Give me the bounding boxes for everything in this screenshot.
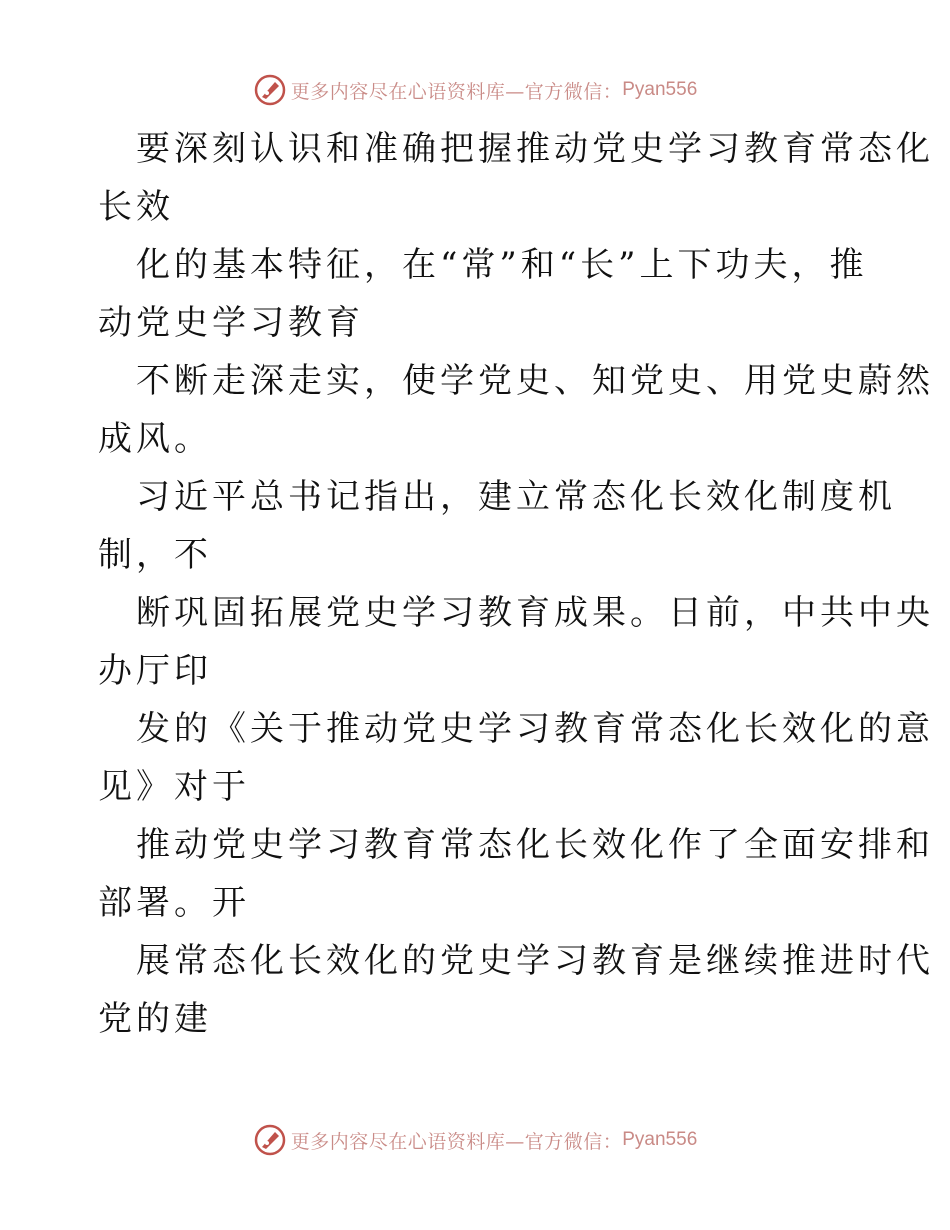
paragraph-line: 发的《关于推动党史学习教育常态化长效化的意 <box>136 709 934 749</box>
paragraph-line: 制，不 <box>98 535 212 575</box>
paragraph-line: 化的基本特征，在“常”和“长”上下功夫，推 <box>136 245 868 285</box>
paragraph-line: 不断走深走实，使学党史、知党史、用党史蔚然 <box>136 361 934 401</box>
paragraph-line: 断巩固拓展党史学习教育成果。日前，中共中央 <box>136 593 934 633</box>
header-banner <box>0 70 950 110</box>
paragraph-line: 要深刻认识和准确把握推动党史学习教育常态化 <box>136 129 934 169</box>
document-body <box>98 120 934 1048</box>
paragraph-line: 动党史学习教育 <box>98 303 364 343</box>
paragraph-line: 推动党史学习教育常态化长效化作了全面安排和 <box>136 825 934 865</box>
paragraph-line: 展常态化长效化的党史学习教育是继续推进时代 <box>136 941 934 981</box>
paragraph-line: 党的建 <box>98 999 212 1039</box>
paragraph-line: 办厅印 <box>98 651 212 691</box>
paragraph-line: 部署。开 <box>98 883 250 923</box>
paragraph-line: 习近平总书记指出，建立常态化长效化制度机 <box>136 477 896 517</box>
paragraph-line: 长效 <box>98 187 174 227</box>
pen-nib-logo-icon <box>253 73 287 107</box>
header-wechat-id: Pyan556 <box>622 79 698 100</box>
footer-wechat-id: Pyan556 <box>622 1129 698 1150</box>
paragraph-line: 成风。 <box>98 419 212 459</box>
footer-banner <box>0 1120 950 1160</box>
header-site-text: 更多内容尽在心语资料库—官方微信： <box>290 80 623 103</box>
paragraph-line: 见》对于 <box>98 767 250 807</box>
footer-site-text: 更多内容尽在心语资料库—官方微信： <box>290 1130 623 1153</box>
pen-nib-logo-icon <box>253 1123 287 1157</box>
